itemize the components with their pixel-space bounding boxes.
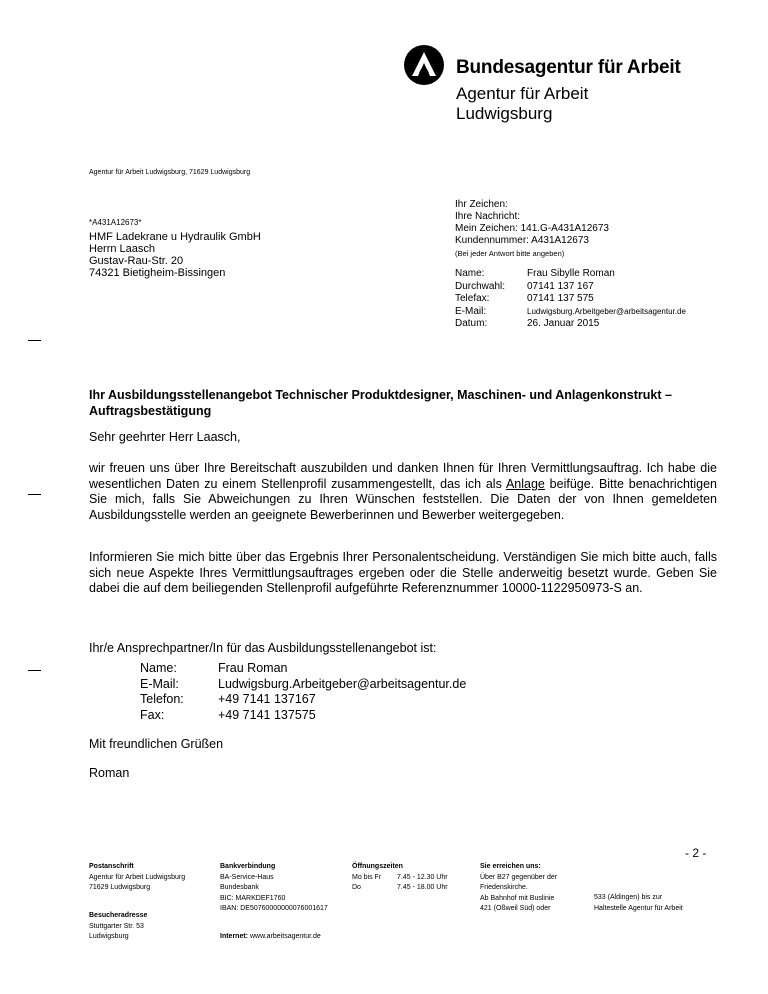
contact-label: Datum: [455,318,488,329]
recipient-line: Gustav-Rau-Str. 20 [89,255,184,267]
footer-internet-link[interactable]: www.arbeitsagentur.de [249,933,321,940]
anlage-link[interactable]: Anlage [505,476,545,491]
agency-line-2: Ludwigsburg [456,104,553,123]
sender-line: Agentur für Arbeit Ludwigsburg, 71629 Ludwigsburg [89,169,251,176]
kundennummer: Kundennummer: A431A12673 [455,235,589,246]
agency-line-1: Agentur für Arbeit [456,84,589,103]
contact-person-table [140,661,466,723]
footer-heading: Besucheradresse [89,912,148,919]
punch-mark [28,494,41,495]
agency-name [456,84,588,124]
contact-person-row [140,708,466,724]
contact-person-label: Name: [140,661,177,675]
footer-line: Über B27 gegenüber der [480,873,558,881]
contact-person-value: +49 7141 137575 [218,707,316,722]
contact-person-row [140,661,466,677]
fold-mark [28,670,41,671]
footer-line: IBAN: DE50760000000076001617 [220,905,328,912]
page-number: - 2 - [685,846,707,860]
letter-subject: Ihr Ausbildungsstellenangebot Technischer Produktdesigner, Maschinen- und Anlagenkonstrukt – Auftragsbestätigung [89,388,672,418]
hours-row [352,873,448,884]
footer-line: Friedenskirche. [480,884,528,891]
footer-heading: Sie erreichen uns: [480,863,541,870]
contact-row [455,318,686,331]
reference-hint: (Bei jeder Antwort bitte angeben) [455,249,565,258]
ihr-zeichen: Ihr Zeichen: [455,199,508,210]
contact-label: Durchwahl: [455,280,506,292]
paragraph-1 [89,461,717,523]
contact-value: Frau Sibylle Roman [527,268,615,279]
contact-person-row [140,677,466,693]
footer-postanschrift [89,862,185,894]
footer-line: 421 (Oßweil Süd) oder [480,905,551,912]
footer-heading: Öffnungszeiten [352,863,403,870]
contact-value: 07141 137 167 [527,280,594,292]
contact-person-label: Telefon: [140,692,184,706]
contact-person-value: Frau Roman [218,661,288,675]
contact-label: E-Mail: [455,305,487,317]
footer-line: 533 (Aldingen) bis zur [594,894,663,901]
footer-line: Ludwigsburg [89,933,129,940]
footer-line: 71629 Ludwigsburg [89,884,151,891]
recipient-ref-code: *A431A12673* [89,218,142,227]
footer-line: Bundesbank [220,884,259,891]
contact-person-value: +49 7141 137167 [218,692,316,706]
contact-label: Name: [455,268,485,279]
footer-line: Agentur für Arbeit Ludwigsburg [89,873,186,881]
contact-person-label: E-Mail: [140,676,179,691]
hours-row [352,883,448,894]
footer-bank [220,862,328,915]
reference-block [455,199,609,260]
contact-row [455,281,686,294]
contact-value: 26. Januar 2015 [527,318,600,329]
contact-block [455,268,686,331]
paragraph-1-text: beifüge. Bitte benachrichtigen Sie mich, falls Sie Abweichungen zu Ihren Wünschen feststellen. Die Daten der von Ihnen gemeldeten Ausbildungsstelle werden an geeignete Bewerberinnen und Bewerber weitergegeben. [89,476,717,522]
salutation: Sehr geehrter Herr Laasch, [89,430,241,444]
footer-line: BIC: MARKDEF1760 [220,894,286,902]
footer-line: Ab Bahnhof mit Buslinie [480,894,555,902]
footer-heading: Bankverbindung [220,863,276,870]
mein-zeichen: Mein Zeichen: 141.G-A431A12673 [455,223,609,234]
contact-value: 07141 137 575 [527,293,594,304]
footer-directions [480,862,557,915]
hours-time: 7.45 - 18.00 Uhr [397,884,448,891]
paragraph-3: Ihr/e Ansprechpartner/In für das Ausbildungsstellenangebot ist: [89,641,437,655]
contact-row [455,306,686,319]
footer-line: BA-Service-Haus [220,873,274,881]
hours-days: Mo bis Fr [352,873,382,881]
contact-person-row [140,692,466,708]
contact-label: Telefax: [455,293,490,304]
contact-row [455,268,686,281]
footer-internet-label: Internet: [220,933,248,940]
footer-line: Stuttgarter Str. 53 [89,922,144,930]
recipient-address [89,231,261,279]
contact-email-link[interactable]: Ludwigsburg.Arbeitgeber@arbeitsagentur.de [527,306,686,316]
recipient-line: 74321 Bietigheim-Bissingen [89,267,226,279]
footer-heading: Postanschrift [89,863,134,870]
ba-logo-icon [403,44,445,91]
footer-directions-continued [594,893,683,914]
contact-row [455,293,686,306]
ihre-nachricht: Ihre Nachricht: [455,211,521,222]
hours-days: Do [352,884,361,891]
paragraph-2: Informieren Sie mich bitte über das Ergebnis Ihrer Personalentscheidung. Verständigen Sie mich bitte auch, falls sich neue Aspekte Ihres Vermittlungsauftrages ergeben oder die Stelle anderweitig besetzt wurde. Geben Sie dabei die auf dem beiliegenden Stellenprofil aufgeführte Referenznummer 10000-1122950973-S an. [89,550,717,595]
signature: Roman [89,766,130,780]
footer-hours [352,862,448,894]
recipient-line: Herrn Laasch [89,243,156,255]
org-title: Bundesagentur für Arbeit [456,57,681,78]
recipient-line: HMF Ladekrane u Hydraulik GmbH [89,231,261,243]
contact-person-email-link[interactable]: Ludwigsburg.Arbeitgeber@arbeitsagentur.de [218,676,467,691]
closing: Mit freundlichen Grüßen [89,737,224,751]
paragraph-1-text: wir freuen uns über Ihre Bereitschaft auszubilden und danken Ihnen für Ihren Vermittlungsauftrag. Ich habe die wesentlichen Daten zu einem Stellenprofil zusammengestellt, das ich als [89,461,717,491]
footer-internet [220,932,321,943]
footer-line: Haltestelle Agentur für Arbeit [594,904,683,912]
fold-mark [28,340,41,341]
contact-person-label: Fax: [140,707,165,722]
footer-besucheradresse [89,911,147,943]
hours-time: 7.45 - 12.30 Uhr [397,873,448,881]
